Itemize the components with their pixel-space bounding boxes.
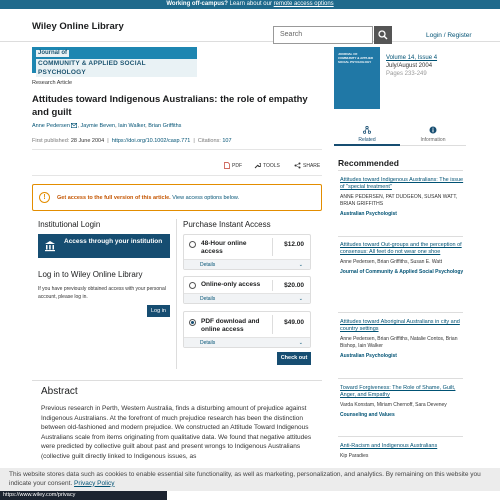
privacy-policy-link[interactable]: Privacy Policy (74, 479, 115, 487)
journal-cover[interactable] (334, 47, 380, 109)
access-notice (32, 184, 322, 211)
chevron-down-icon: ⌄ (298, 296, 303, 302)
author-list: Anne Pedersen , Jaymie Beven, Iain Walker, Brian Griffiths (32, 123, 182, 129)
tools-button[interactable] (254, 162, 280, 169)
option-details-label: Details (200, 296, 216, 302)
search-placeholder: Search (280, 31, 303, 38)
abstract-section (32, 380, 322, 397)
recommended-journal[interactable]: Australian Psychologist (340, 211, 397, 217)
search-icon (378, 30, 388, 40)
option-radio[interactable] (189, 282, 196, 289)
recommended-title[interactable]: Attitudes toward Indigenous Australians: The issue of "special treatment" (340, 177, 464, 190)
sidebar-tabs (334, 124, 466, 146)
chevron-down-icon: ⌄ (298, 262, 303, 268)
option-details-label: Details (200, 262, 216, 268)
issue-link[interactable]: Volume 14, Issue 4 (386, 55, 438, 61)
option-name: Online-only access (201, 281, 261, 288)
citations-label: Citations: (197, 138, 221, 144)
author-link[interactable]: Jaymie Beven (80, 123, 116, 129)
doi-link[interactable]: https://doi.org/10.1002/casp.771 (111, 138, 191, 144)
recommended-journal[interactable]: Counseling and Values (340, 412, 395, 418)
option-details-toggle[interactable] (184, 337, 310, 347)
tab-label: Related (358, 137, 376, 143)
citations-count[interactable]: 107 (222, 138, 232, 144)
option-details-label: Details (200, 340, 216, 346)
login-heading: Log in to Wiley Online Library (38, 270, 143, 279)
institution-icon (44, 240, 56, 252)
recommended-heading: Recommended (338, 158, 399, 168)
access-options-link[interactable]: View access options below. (172, 195, 240, 201)
chevron-down-icon: ⌄ (298, 340, 303, 346)
tab-information[interactable] (400, 124, 466, 146)
author-link[interactable]: Brian Griffiths (148, 123, 182, 129)
access-notice-text: Get access to the full version of this article. (57, 195, 171, 201)
login-register-link[interactable]: Login / Register (426, 32, 472, 39)
institutional-login-heading: Institutional Login (38, 220, 101, 229)
recommended-item (340, 242, 464, 276)
divider (32, 175, 322, 176)
option-name: 48-Hour online access (201, 240, 247, 255)
site-logo[interactable]: Wiley Online Library (32, 21, 124, 32)
wrench-icon (254, 162, 261, 169)
remote-access-bold: Working off-campus? (166, 1, 228, 7)
issue-pages: Pages 233-249 (386, 71, 427, 77)
first-published-date: 28 June 2004 (70, 138, 105, 144)
login-description: If you have previously obtained access with your personal account, please log in. (38, 286, 166, 300)
divider (176, 219, 177, 369)
option-radio[interactable] (189, 241, 196, 248)
remote-access-link[interactable]: remote access options (273, 1, 334, 7)
remote-access-text: Learn about our (229, 1, 272, 7)
option-details-toggle[interactable] (184, 259, 310, 269)
share-icon (294, 162, 301, 169)
share-button[interactable] (294, 162, 320, 169)
search-input[interactable] (273, 26, 373, 44)
tab-label: Information (420, 137, 446, 143)
purchase-heading: Purchase Instant Access (183, 220, 271, 229)
recommended-journal[interactable]: Australian Psychologist (340, 353, 397, 359)
abstract-heading: Abstract (41, 386, 78, 397)
recommended-title[interactable]: Attitudes toward Out-groups and the perception of consensus: All feet do not wear one shoe (340, 242, 462, 255)
divider (338, 436, 463, 437)
article-title: Attitudes toward Indigenous Australians: the role of empathy and guilt (32, 94, 308, 118)
recommended-authors: Kip Paradies (340, 453, 369, 459)
remote-access-bar (0, 0, 500, 9)
purchase-option[interactable] (183, 311, 311, 348)
search-button[interactable] (374, 26, 392, 44)
divider (338, 378, 463, 379)
tab-related[interactable] (334, 124, 400, 146)
issue-volume (386, 55, 437, 61)
divider (338, 312, 463, 313)
recommended-authors: Anne Pedersen, Brian Griffiths, Susan E. Watt (340, 259, 442, 265)
divider (338, 236, 463, 237)
info-icon: ! (39, 192, 50, 203)
institution-access-label: Access through your institution (64, 238, 163, 245)
journal-cover-text: JOURNAL OF COMMUNITY & APPLIED SOCIAL PSYCHOLOGY (338, 52, 374, 64)
recommended-journal[interactable]: Journal of Community & Applied Social Psychology (340, 269, 464, 275)
abstract-text: Previous research in Perth, Western Australia, finds a disturbing amount of prejudice against Indigenous Australians. At the forefront of much prejudice research has been the distinction between old-fashioned and modern prejudice. We constructed an Attitude Toward Indigenous Australians scale from items originating from qualitative data. We found that negative attitudes were predicted by collective guilt about past and present wrongs to Indigenous Australians (collective guilt directly linked to Indigenous issues, as (41, 405, 312, 460)
option-price: $20.00 (284, 282, 304, 289)
cookie-text: This website stores data such as cookies to enable essential site functionality, as well as marketing, personalization, and analytics. By remaining on this website you indicate your consent. (9, 471, 481, 487)
recommended-authors: ANNE PEDERSEN, PAT DUDGEON, SUSAN WATT, BRIAN GRIFFITHS (340, 194, 458, 207)
login-button[interactable]: Log in (147, 305, 170, 317)
publication-meta: First published: 28 June 2004 | https://doi.org/10.1002/casp.771 | Citations: 107 (32, 138, 232, 144)
option-price: $49.00 (284, 319, 304, 326)
issue-date: July/August 2004 (386, 63, 433, 69)
info-icon (429, 126, 437, 134)
status-bar-url: https://www.wiley.com/privacy (0, 491, 167, 500)
journal-banner[interactable] (32, 47, 197, 76)
cookie-banner (0, 468, 500, 491)
journal-banner-line2: COMMUNITY & APPLIED SOCIAL PSYCHOLOGY (36, 59, 197, 77)
pdf-icon (224, 162, 230, 169)
pdf-label: PDF (232, 162, 242, 169)
article-type: Research Article (32, 80, 73, 86)
recommended-title[interactable]: Attitudes toward Aboriginal Australians in city and country settings (340, 319, 460, 332)
author-link[interactable]: Anne Pedersen (32, 123, 70, 129)
option-name: PDF download and online access (201, 318, 260, 333)
recommended-authors: Anne Pedersen, Brian Griffiths, Natalie Contos, Brian Bishop, Iain Walker (340, 336, 458, 349)
institution-access-button[interactable] (38, 234, 170, 258)
share-label: SHARE (303, 162, 321, 169)
option-price: $12.00 (284, 241, 304, 248)
recommended-item (340, 443, 464, 460)
option-details-toggle[interactable] (184, 293, 310, 303)
recommended-title[interactable]: Anti-Racism and Indigenous Australians (340, 443, 438, 449)
option-radio[interactable] (189, 319, 196, 326)
journal-banner-line1: Journal of (38, 50, 68, 56)
first-published-label: First published: (32, 138, 70, 144)
recommended-item (340, 177, 464, 218)
recommended-item (340, 385, 464, 419)
purchase-option[interactable] (183, 276, 311, 304)
author-link[interactable]: Iain Walker (118, 123, 146, 129)
tools-label: TOOLS (263, 162, 280, 169)
pdf-button[interactable] (224, 162, 242, 169)
checkout-button[interactable]: Check out (277, 352, 311, 365)
divider (338, 170, 463, 171)
purchase-option[interactable] (183, 234, 311, 270)
recommended-authors: Varda Konstam, Miriam Chernoff, Sara Deveney (340, 402, 447, 408)
recommended-item (340, 319, 464, 360)
related-icon (363, 126, 371, 134)
recommended-title[interactable]: Toward Forgiveness: The Role of Shame, Guilt, Anger, and Empathy (340, 385, 456, 398)
divider (32, 149, 322, 150)
site-header (0, 9, 500, 42)
